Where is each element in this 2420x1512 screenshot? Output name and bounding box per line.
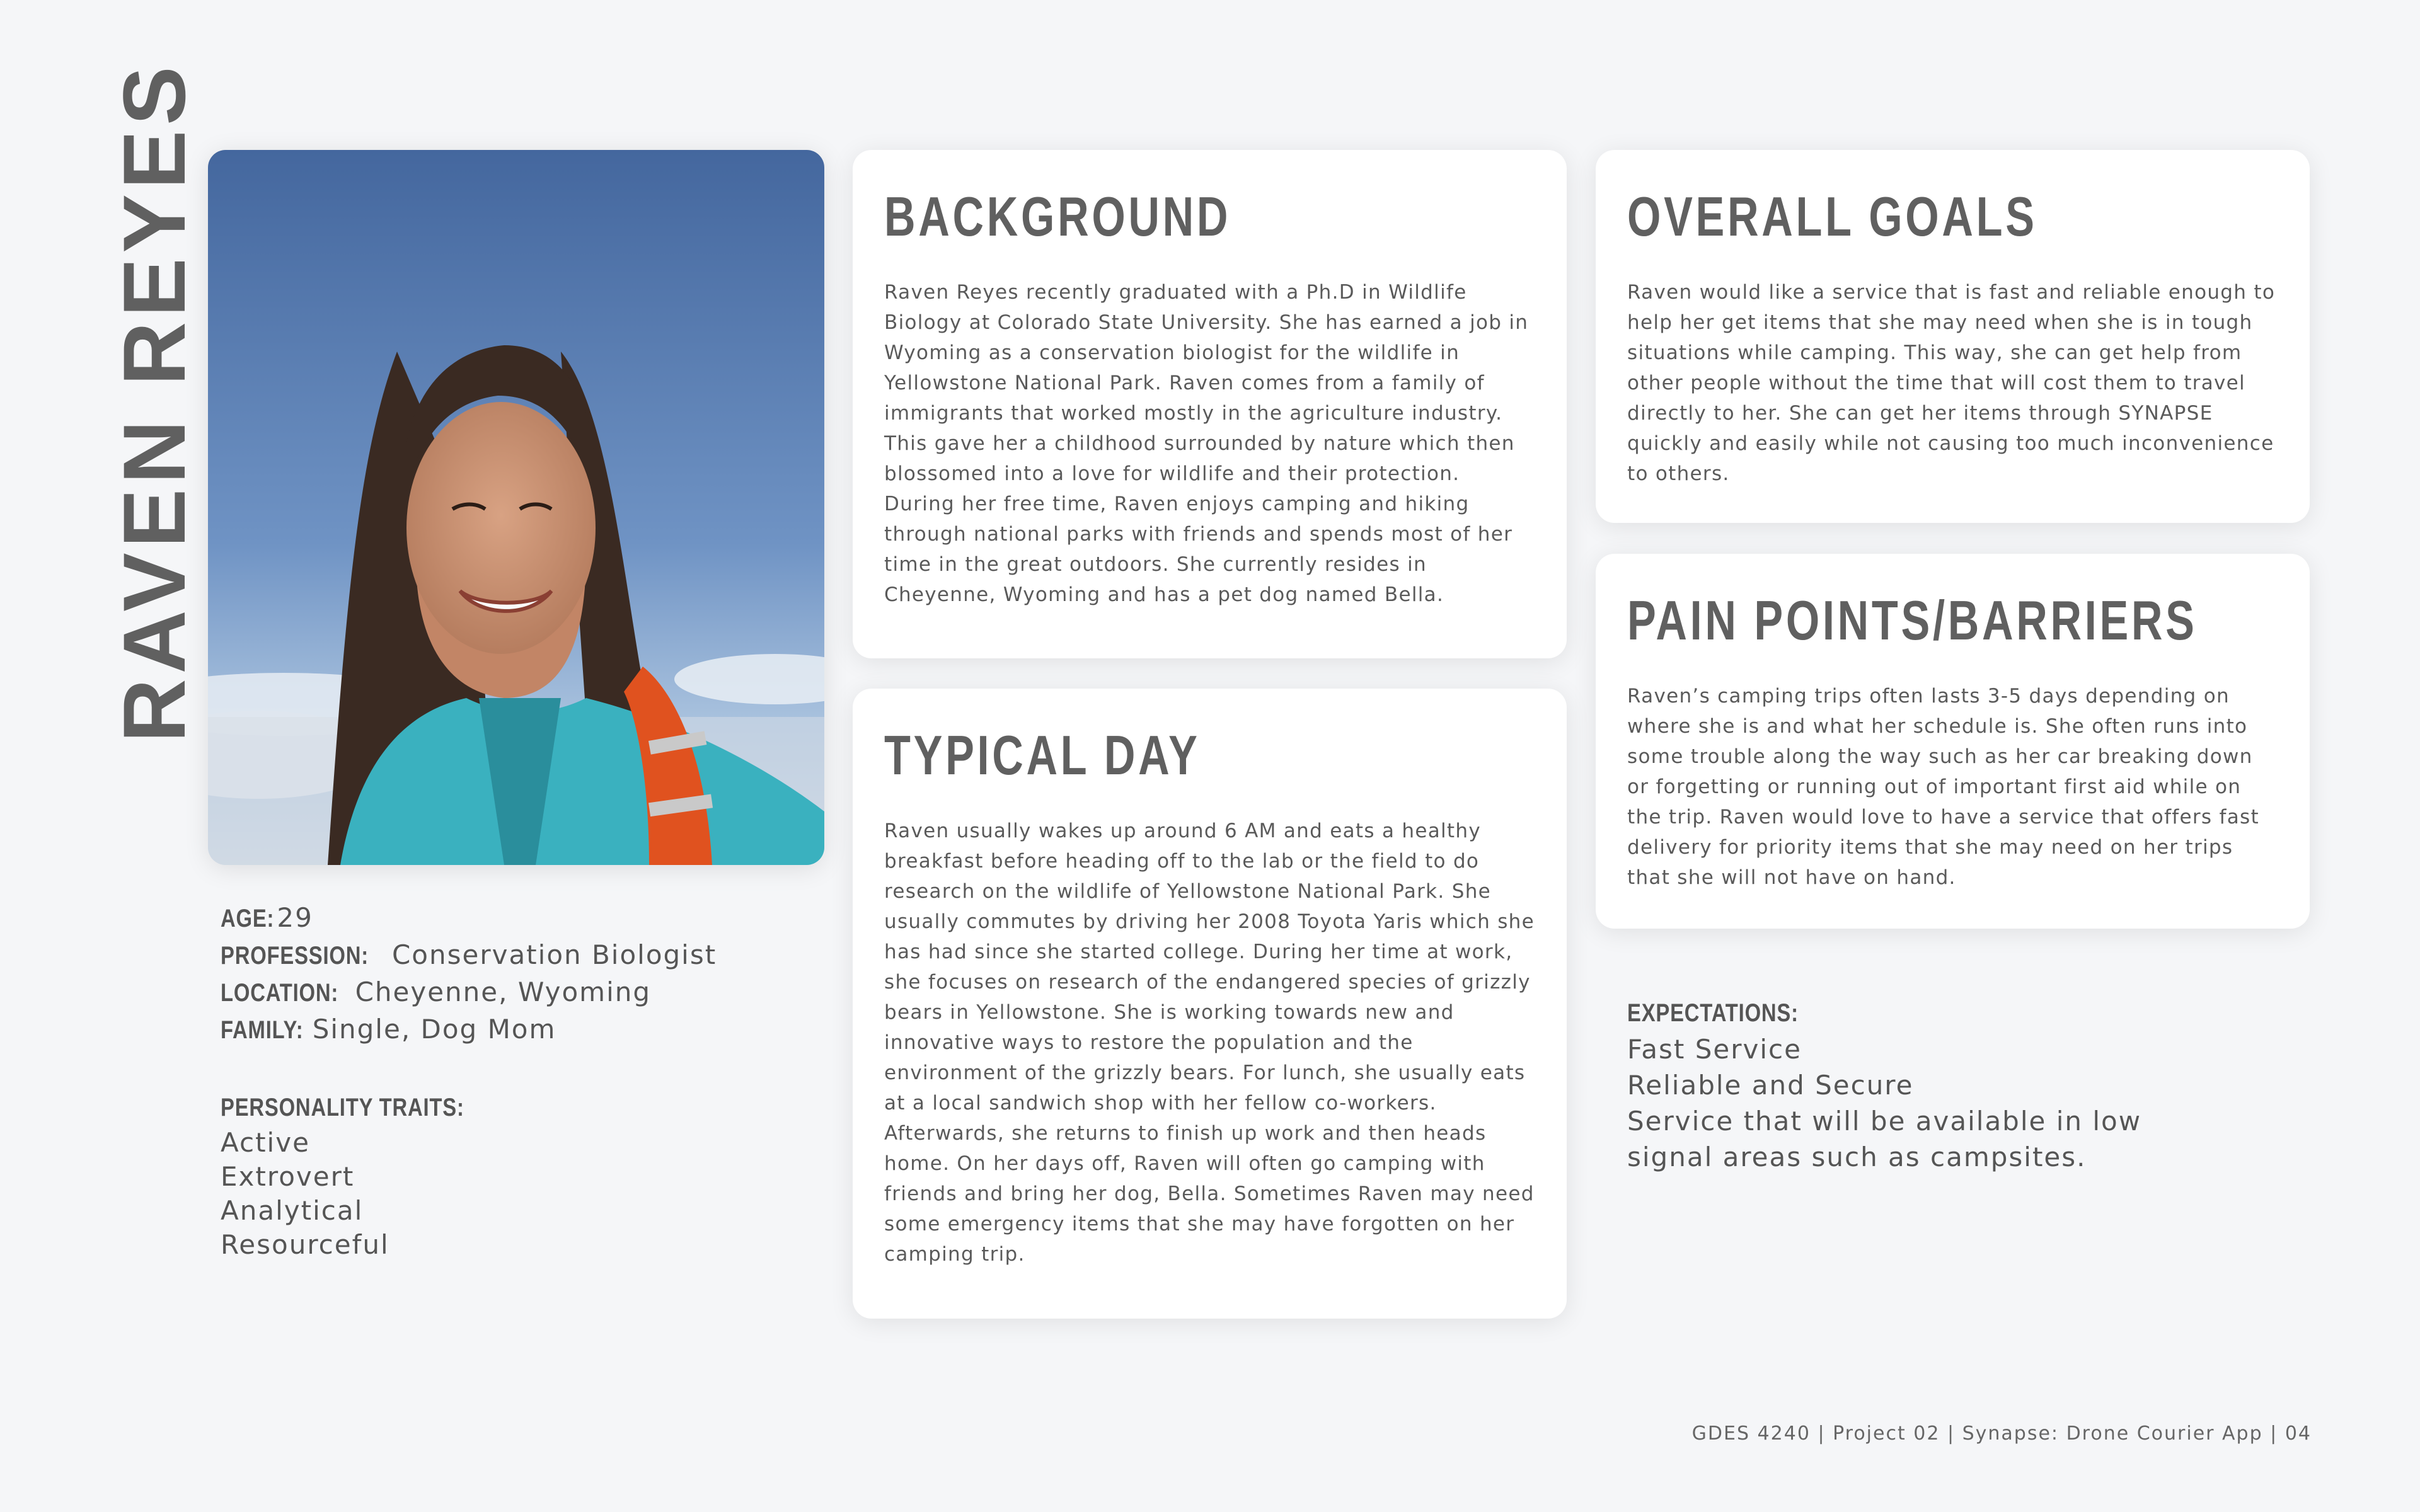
fact-value: Cheyenne, Wyoming [355,976,652,1007]
expectation-item: signal areas such as campsites. [1627,1142,2087,1172]
fact-label: LOCATION: [221,979,339,1007]
fact-value: Conservation Biologist [391,939,717,970]
overall-goals-text: Raven would like a service that is fast and reliable enough to help her get items that she may need when she is in tough situations while camping. This way, she can get help from other people without the time that will cost them to travel directly to her. She can get her items through SYNAPSE quickly and easily while not causing too much inconvenience to others. [1627,281,2276,485]
trait-item: Active [221,1127,310,1158]
persona-facts [221,900,826,1048]
fact-value: 29 [277,902,313,933]
fact-label: PROFESSION: [221,942,369,970]
expectations [1627,994,2289,1175]
typical-day-heading: TYPICAL DAY [884,724,1201,786]
typical-day-text: Raven usually wakes up around 6 AM and eats a healthy breakfast before heading off to the lab or the field to do research on the wildlife of Yellowstone National Park. She usually commutes by driving her 2008 Toyota Yaris which she has had since she started college. During her time at work, she focuses on research of the endangered species of grizzly bears in Yellowstone. She is working towards new and innovative ways to restore the population and the environment of the grizzly bears. For lunch, she usually eats at a local sandwich shop with her fellow co-workers. Afterwards, she returns to finish up work and then heads home. On her days off, Raven will often go camping with friends and bring her dog, Bella. Sometimes Raven may need some emergency items that she may have forgotten on her camping trip. [884,820,1535,1266]
fact-location [221,974,826,1011]
persona-photo [208,150,824,865]
overall-goals-card [1596,150,2310,523]
fact-label: FAMILY: [221,1016,304,1044]
fact-profession [221,937,826,974]
expectations-heading: EXPECTATIONS: [1627,999,1799,1027]
trait-item: Extrovert [221,1161,355,1192]
background-heading: BACKGROUND [884,185,1231,248]
pain-points-text: Raven’s camping trips often lasts 3-5 days depending on where she is and what her schedule is. She often runs into some trouble along the way such as her car breaking down or forgetting or running out of important first aid while on the trip. Raven would love to have a service that offers fast delivery for priority items that she may need on her trips that she will not have on hand. [1627,685,2259,889]
overall-goals-heading: OVERALL GOALS [1627,185,2037,248]
fact-family [221,1011,826,1048]
persona-name: RAVEN REYES [105,61,204,743]
fact-value: Single, Dog Mom [312,1014,556,1045]
personality-traits [221,1090,518,1262]
background-card [853,150,1567,658]
pain-points-heading: PAIN POINTS/BARRIERS [1627,589,2198,651]
trait-item: Resourceful [221,1229,389,1260]
persona-photo-image [208,150,824,865]
expectation-item: Fast Service [1627,1034,1802,1065]
pain-points-card [1596,554,2310,929]
expectation-item: Service that will be available in low [1627,1106,2142,1137]
personality-heading: PERSONALITY TRAITS: [221,1094,464,1121]
fact-age [221,900,826,937]
trait-item: Analytical [221,1195,364,1226]
expectation-item: Reliable and Secure [1627,1070,1914,1101]
fact-label: AGE: [221,905,275,932]
page-footer: GDES 4240 | Project 02 | Synapse: Drone Courier App | 04 [1691,1423,2312,1445]
typical-day-card [853,689,1567,1319]
background-text: Raven Reyes recently graduated with a Ph.D in Wildlife Biology at Colorado State University. She has earned a job in Wyoming as a conservation biologist for the wildlife in Yellowstone National Park. Raven comes from a family of immigrants that worked mostly in the agriculture industry. This gave her a childhood surrounded by nature which then blossomed into a love for wildlife and their protection. During her free time, Raven enjoys camping and hiking through national parks with friends and spends most of her time in the great outdoors. She currently resides in Cheyenne, Wyoming and has a pet dog named Bella. [884,281,1529,606]
